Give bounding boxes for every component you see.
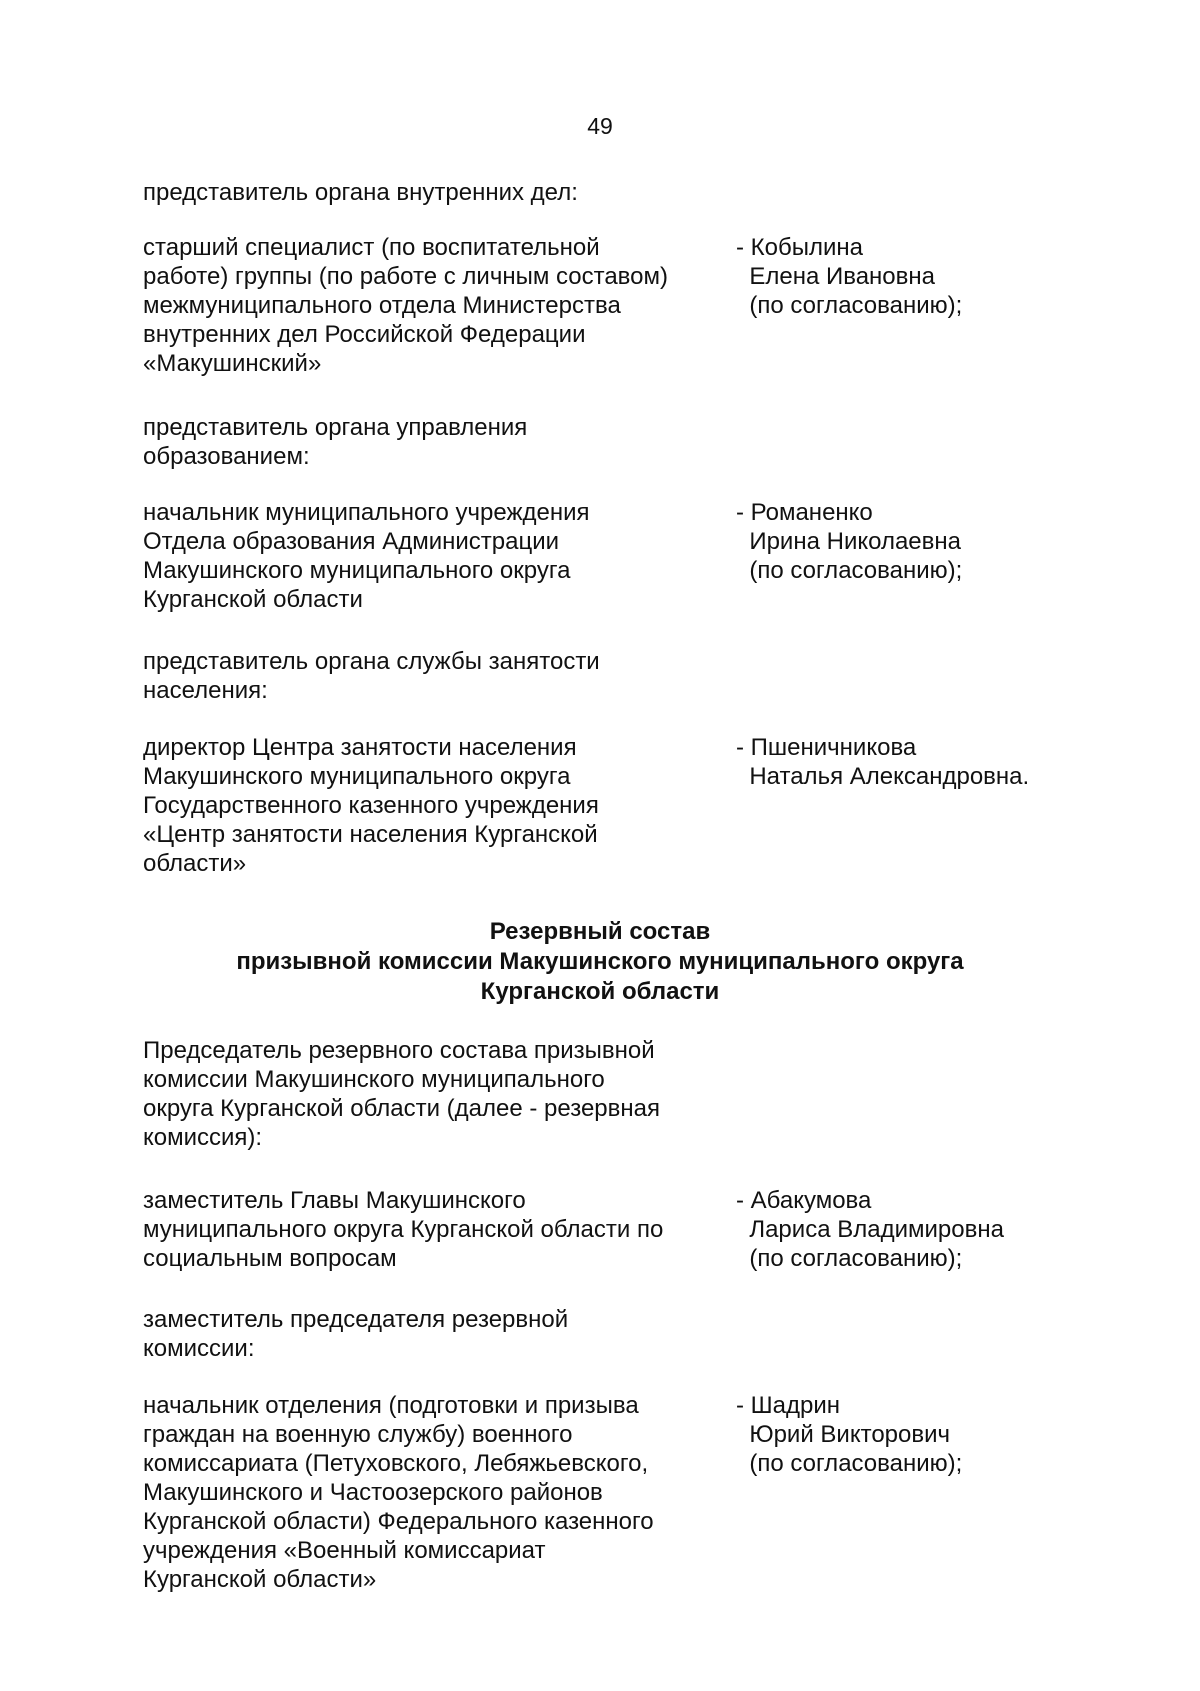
reserve-chairman-heading: Председатель резервного состава призывной комиссии Макушинского муниципального округа Курганской области (далее - резервная комиссия): — [143, 1037, 660, 1151]
position-romanenko: начальник муниципального учреждения Отдела образования Администрации Макушинского муниципального округа Курганской области — [143, 499, 590, 613]
position-pshenichnikova: директор Центра занятости населения Макушинского муниципального округа Государственного казенного учреждения «Центр занятости населения Курганской области» — [143, 734, 599, 877]
person-romanenko: - Романенко Ирина Николаевна (по согласованию); — [736, 499, 963, 584]
person-shadrin: - Шадрин Юрий Викторович (по согласованию); — [736, 1392, 963, 1477]
person-pshenichnikova: - Пшеничникова Наталья Александровна. — [736, 734, 1030, 790]
position-shadrin: начальник отделения (подготовки и призыва граждан на военную службу) военного комиссариата (Петуховского, Лебяжьевского, Макушинского и Частоозерского районов Курганской области) Федерального казенного учреждения «Военный комиссариат Курганской области» — [143, 1392, 654, 1593]
section-heading-internal-affairs: представитель органа внутренних дел: — [143, 179, 578, 206]
reserve-section-title: Резервный состав призывной комиссии Макушинского муниципального округа Курганской области — [236, 918, 964, 1005]
section-heading-education: представитель органа управления образованием: — [143, 414, 528, 470]
person-abakumova: - Абакумова Лариса Владимировна (по согласованию); — [736, 1187, 1004, 1272]
section-heading-employment: представитель органа службы занятости населения: — [143, 648, 600, 704]
person-kobylina: - Кобылина Елена Ивановна (по согласованию); — [736, 234, 963, 319]
position-kobylina: старший специалист (по воспитательной работе) группы (по работе с личным составом) межмуниципального отдела Министерства внутренних дел Российской Федерации «Макушинский» — [143, 234, 668, 377]
page-number: 49 — [587, 113, 613, 139]
reserve-deputy-heading: заместитель председателя резервной комиссии: — [143, 1306, 569, 1362]
position-abakumova: заместитель Главы Макушинского муниципального округа Курганской области по социальным вопросам — [143, 1187, 664, 1272]
